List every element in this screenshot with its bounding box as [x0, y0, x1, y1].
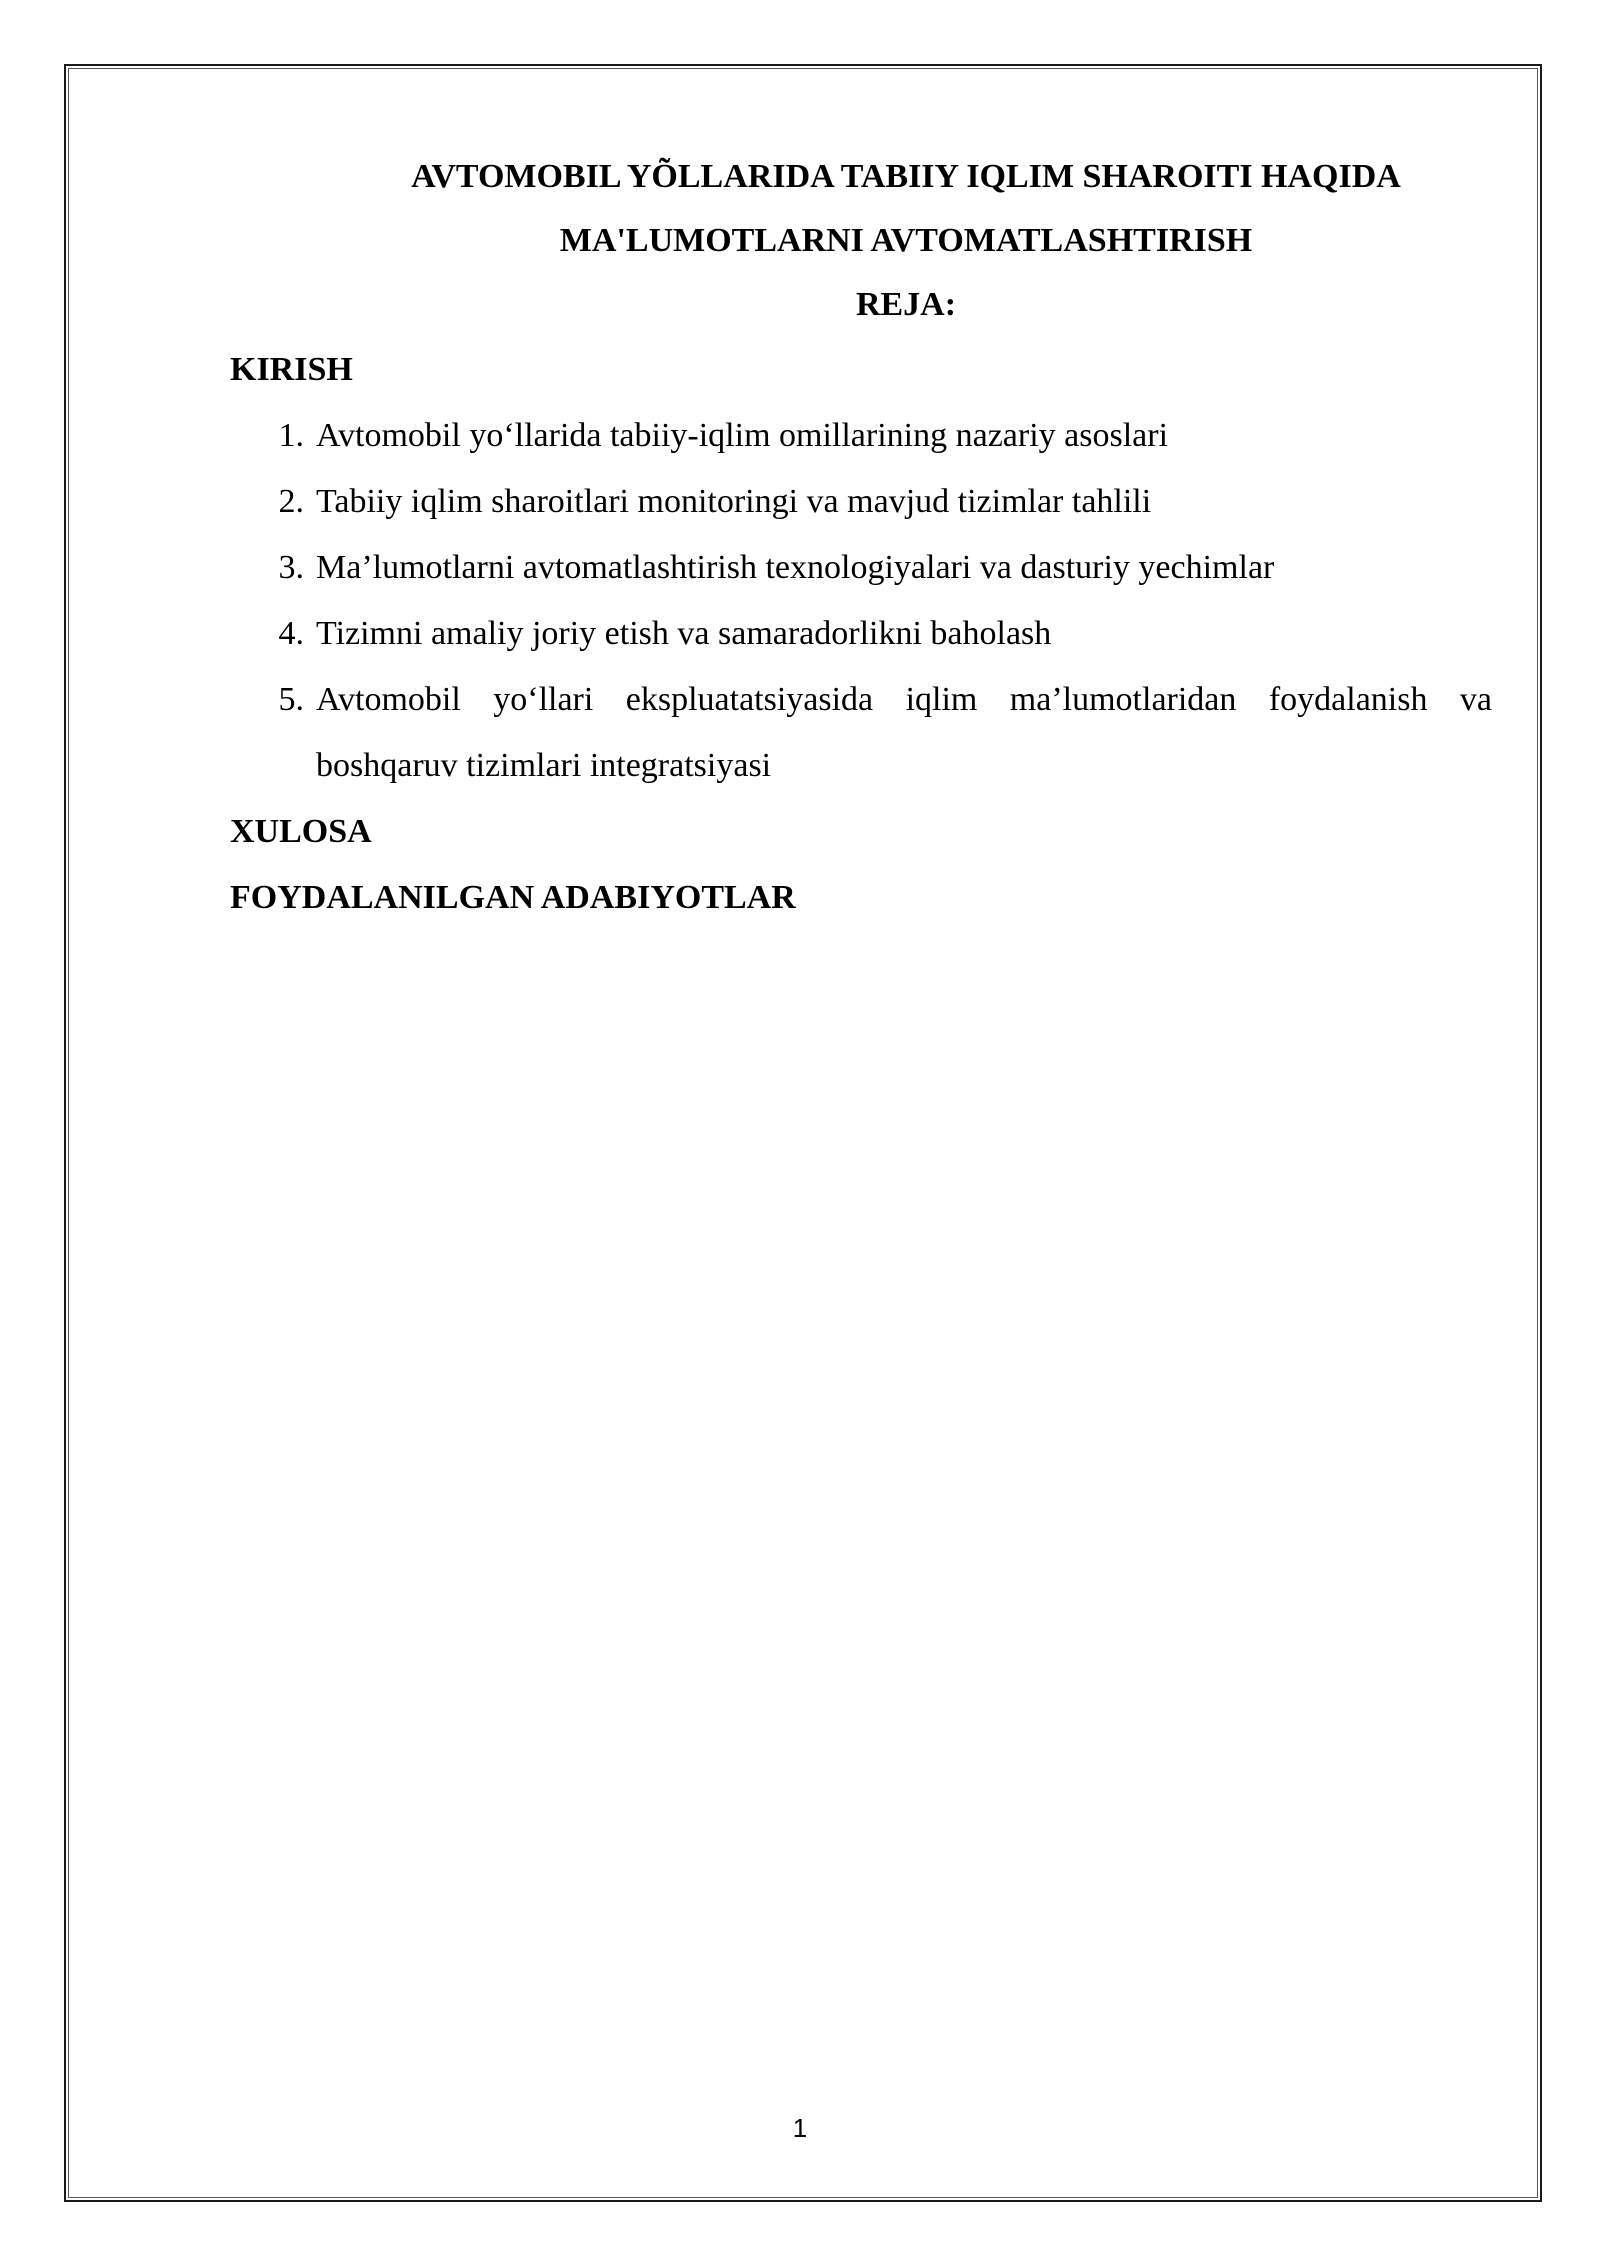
intro-heading: KIRISH	[230, 351, 353, 388]
document-title-line-1: AVTOMOBIL YÕLLARIDA TABIIY IQLIM SHAROITI HAQIDA	[411, 158, 1401, 195]
plan-item-text: Avtomobil yo‘llari ekspluatatsiyasida iqlim ma’lumotlaridan foydalanish va boshqaruv tizimlari integratsiyasi	[316, 681, 1492, 784]
document-title-line-2: MA'LUMOTLARNI AVTOMATLASHTIRISH	[559, 222, 1253, 259]
plan-item	[230, 469, 1492, 535]
document-body	[230, 145, 1492, 931]
plan-item	[230, 535, 1492, 601]
plan-item-text: Ma’lumotlarni avtomatlashtirish texnologiyalari va dasturiy yechimlar	[316, 549, 1275, 586]
plan-item	[230, 667, 1492, 799]
plan-item-number: 4.	[278, 615, 304, 652]
plan-item-number: 5.	[278, 681, 304, 718]
plan-item-text: Avtomobil yo‘llarida tabiiy-iqlim omillarining nazariy asoslari	[316, 417, 1169, 454]
plan-item-number: 1.	[278, 417, 304, 454]
references-heading: FOYDALANILGAN ADABIYOTLAR	[230, 879, 796, 916]
conclusion-heading: XULOSA	[230, 813, 372, 850]
plan-list	[230, 403, 1492, 799]
plan-item	[230, 601, 1492, 667]
plan-item	[230, 403, 1492, 469]
plan-item-text: Tizimni amaliy joriy etish va samaradorlikni baholash	[316, 615, 1052, 652]
page-number: 1	[792, 2113, 808, 2143]
plan-item-number: 3.	[278, 549, 304, 586]
plan-item-text: Tabiiy iqlim sharoitlari monitoringi va mavjud tizimlar tahlili	[316, 483, 1152, 520]
plan-item-number: 2.	[278, 483, 304, 520]
plan-heading: REJA:	[855, 286, 957, 323]
